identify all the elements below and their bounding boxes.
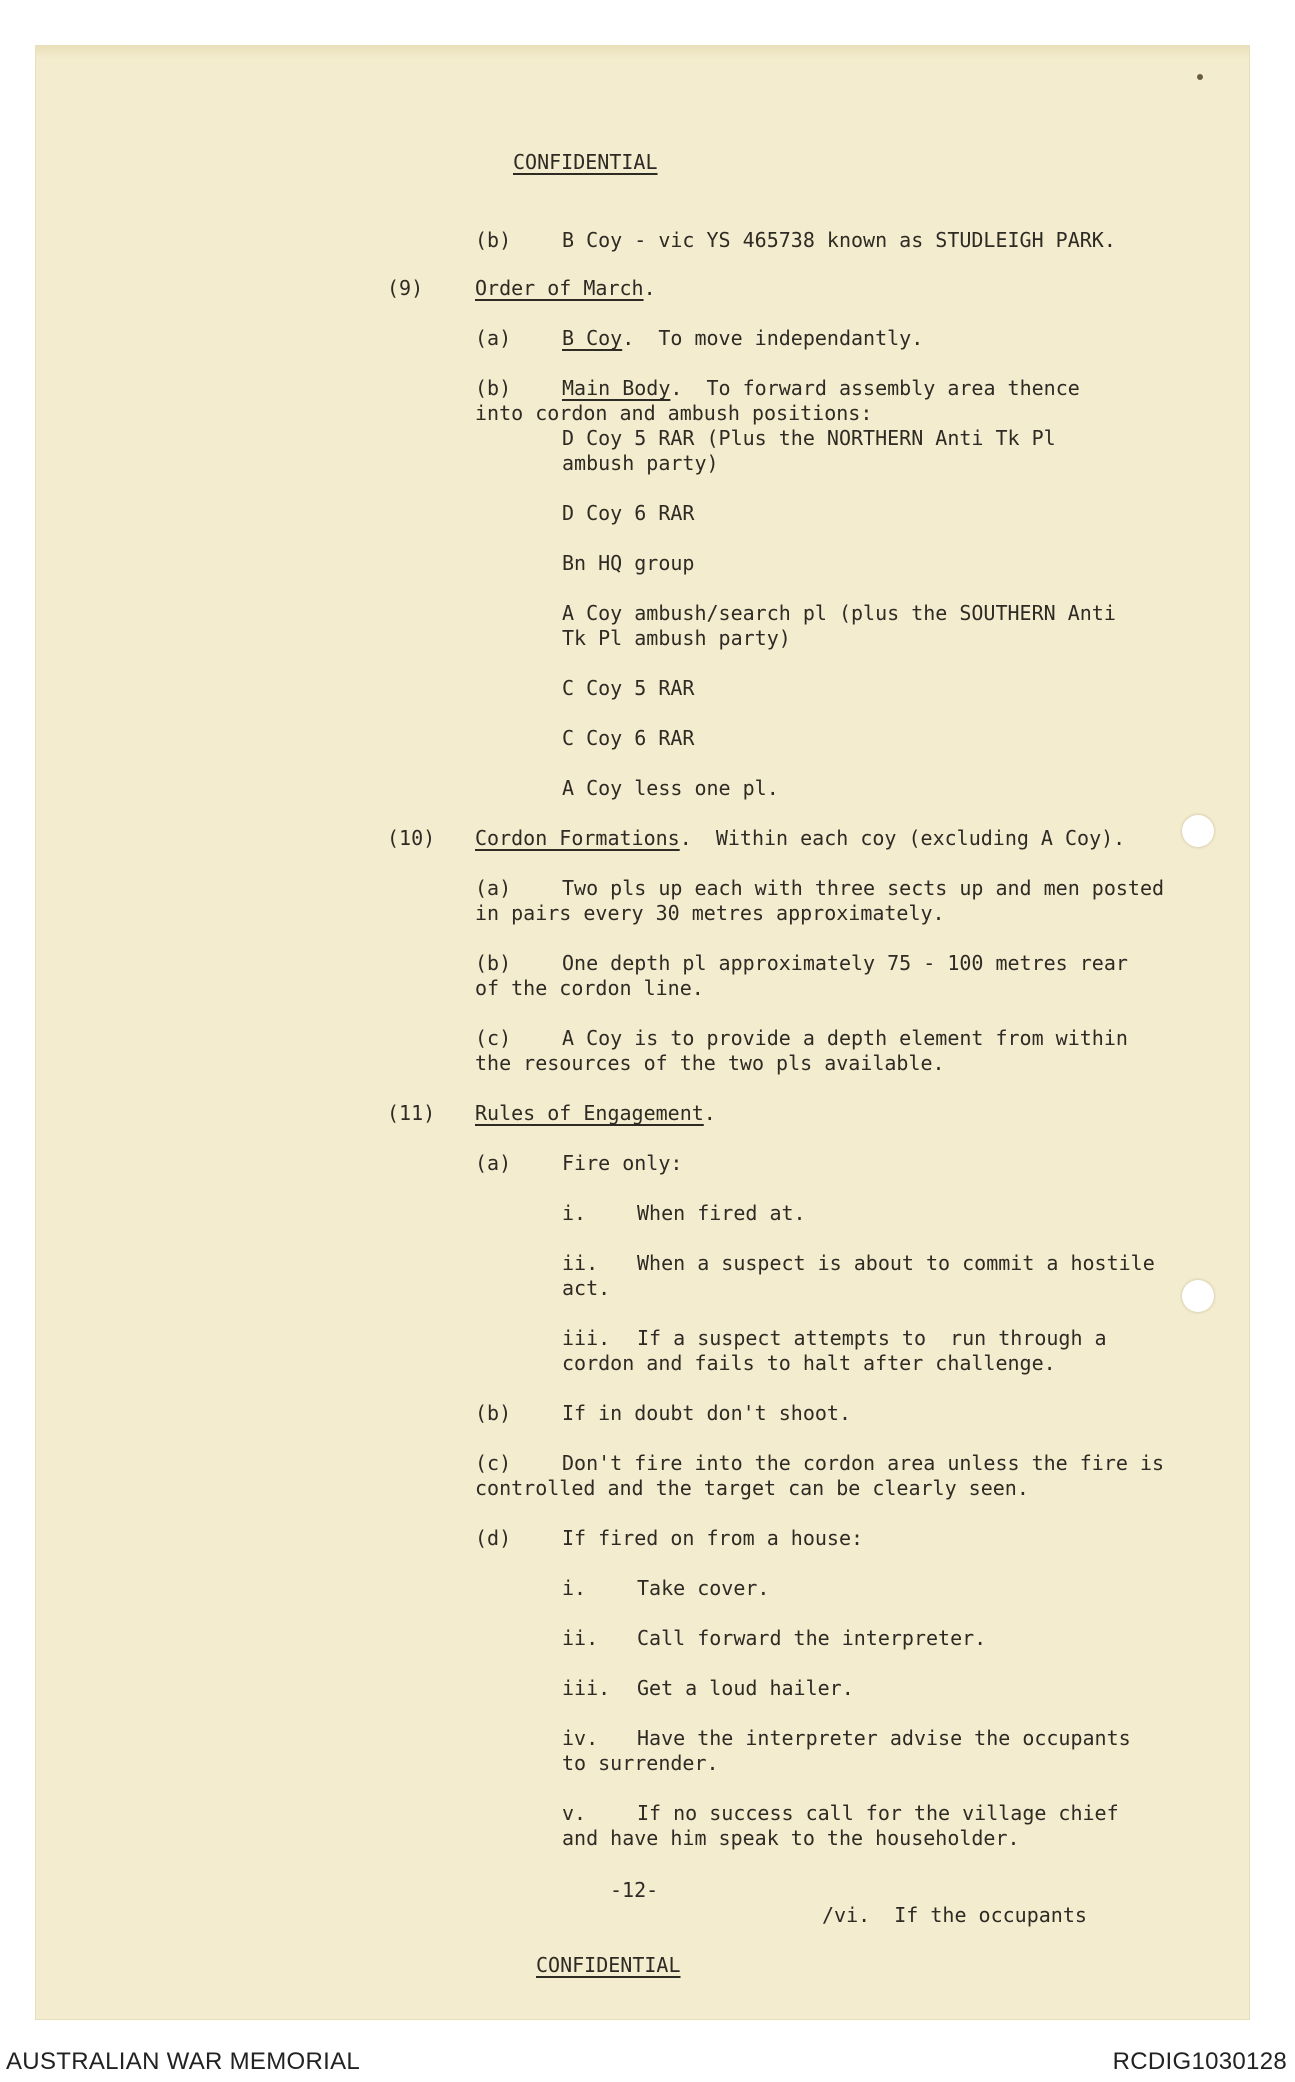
subitem-label: iii. xyxy=(562,1676,611,1700)
item-text: A Coy is to provide a depth element from within xyxy=(562,1026,1128,1050)
item-text-continued: into cordon and ambush positions: xyxy=(475,401,873,425)
item-text: Fire only: xyxy=(562,1151,683,1175)
item-heading: Main Body xyxy=(562,376,671,400)
para-heading-text: Rules of Engagement xyxy=(475,1101,704,1125)
march-unit-continued: ambush party) xyxy=(562,451,719,475)
item-text-continued: in pairs every 30 metres approximately. xyxy=(475,901,945,925)
item-text: B Coy. To move independantly. xyxy=(562,326,924,350)
subitem-text: Call forward the interpreter. xyxy=(637,1626,987,1650)
archive-institution: AUSTRALIAN WAR MEMORIAL xyxy=(6,2048,361,2075)
para-body: Within each coy (excluding A Coy). xyxy=(715,826,1126,850)
para-number: (10) xyxy=(387,826,436,850)
document-page xyxy=(35,45,1250,2020)
march-unit: C Coy 6 RAR xyxy=(562,726,695,750)
item-text-continued: the resources of the two pls available. xyxy=(475,1051,945,1075)
subitem-label: ii. xyxy=(562,1626,599,1650)
item-label: (b) xyxy=(475,228,512,252)
item-label: (b) xyxy=(475,951,512,975)
punch-hole xyxy=(1182,815,1214,847)
subitem-label: iii. xyxy=(562,1326,611,1350)
item-body: To forward assembly area thence xyxy=(706,376,1080,400)
item-body: To move independantly. xyxy=(658,326,924,350)
item-heading: B Coy xyxy=(562,326,623,350)
subitem-text: Have the interpreter advise the occupants xyxy=(637,1726,1131,1750)
march-unit: A Coy ambush/search pl (plus the SOUTHERN Anti xyxy=(562,601,1116,625)
para-heading: Cordon Formations. Within each coy (excluding A Coy). xyxy=(475,826,1126,850)
para-heading: Order of March. xyxy=(475,276,656,300)
subitem-text: When fired at. xyxy=(637,1201,806,1225)
subitem-text: When a suspect is about to commit a hostile xyxy=(637,1251,1155,1275)
page-number: -12- xyxy=(610,1878,659,1902)
item-label: (a) xyxy=(475,1151,512,1175)
item-label: (c) xyxy=(475,1026,512,1050)
subitem-label: iv. xyxy=(562,1726,599,1750)
para-number: (11) xyxy=(387,1101,436,1125)
subitem-label: i. xyxy=(562,1576,587,1600)
item-text: B Coy - vic YS 465738 known as STUDLEIGH PARK. xyxy=(562,228,1116,252)
subitem-label: ii. xyxy=(562,1251,599,1275)
subitem-label: v. xyxy=(562,1801,587,1825)
confidential-header: CONFIDENTIAL xyxy=(513,150,658,174)
item-text-continued: of the cordon line. xyxy=(475,976,704,1000)
subitem-text: If no success call for the village chief xyxy=(637,1801,1119,1825)
archive-item-id: RCDIG1030128 xyxy=(1112,2048,1287,2075)
continuation-note: /vi. If the occupants xyxy=(822,1903,1087,1927)
para-heading-text: Cordon Formations xyxy=(475,826,680,850)
item-label: (d) xyxy=(475,1526,512,1550)
confidential-footer: CONFIDENTIAL xyxy=(536,1953,681,1977)
march-unit: D Coy 5 RAR (Plus the NORTHERN Anti Tk Pl xyxy=(562,426,1056,450)
march-unit: D Coy 6 RAR xyxy=(562,501,695,525)
item-label: (a) xyxy=(475,876,512,900)
punch-hole xyxy=(1182,1280,1214,1312)
item-text-continued: controlled and the target can be clearly seen. xyxy=(475,1476,1029,1500)
march-unit-continued: Tk Pl ambush party) xyxy=(562,626,791,650)
item-text: Don't fire into the cordon area unless the fire is xyxy=(562,1451,1165,1475)
item-text: Two pls up each with three sects up and men posted xyxy=(562,876,1165,900)
item-text: If fired on from a house: xyxy=(562,1526,864,1550)
para-number: (9) xyxy=(387,276,424,300)
para-heading: Rules of Engagement. xyxy=(475,1101,716,1125)
subitem-text-continued: and have him speak to the householder. xyxy=(562,1826,1020,1850)
subitem-text: Take cover. xyxy=(637,1576,770,1600)
item-text: If in doubt don't shoot. xyxy=(562,1401,851,1425)
paper-fleck xyxy=(1197,74,1203,80)
item-label: (a) xyxy=(475,326,512,350)
item-text: One depth pl approximately 75 - 100 metres rear xyxy=(562,951,1128,975)
page-edge-shadow xyxy=(35,45,1250,59)
subitem-text: If a suspect attempts to run through a xyxy=(637,1326,1107,1350)
item-label: (b) xyxy=(475,1401,512,1425)
item-label: (b) xyxy=(475,376,512,400)
subitem-text-continued: to surrender. xyxy=(562,1751,719,1775)
item-text: Main Body. To forward assembly area thence xyxy=(562,376,1080,400)
subitem-text-continued: cordon and fails to halt after challenge. xyxy=(562,1351,1056,1375)
subitem-text-continued: act. xyxy=(562,1276,611,1300)
para-heading-text: Order of March xyxy=(475,276,644,300)
march-unit: Bn HQ group xyxy=(562,551,695,575)
item-label: (c) xyxy=(475,1451,512,1475)
subitem-text: Get a loud hailer. xyxy=(637,1676,854,1700)
subitem-label: i. xyxy=(562,1201,587,1225)
march-unit: A Coy less one pl. xyxy=(562,776,779,800)
march-unit: C Coy 5 RAR xyxy=(562,676,695,700)
